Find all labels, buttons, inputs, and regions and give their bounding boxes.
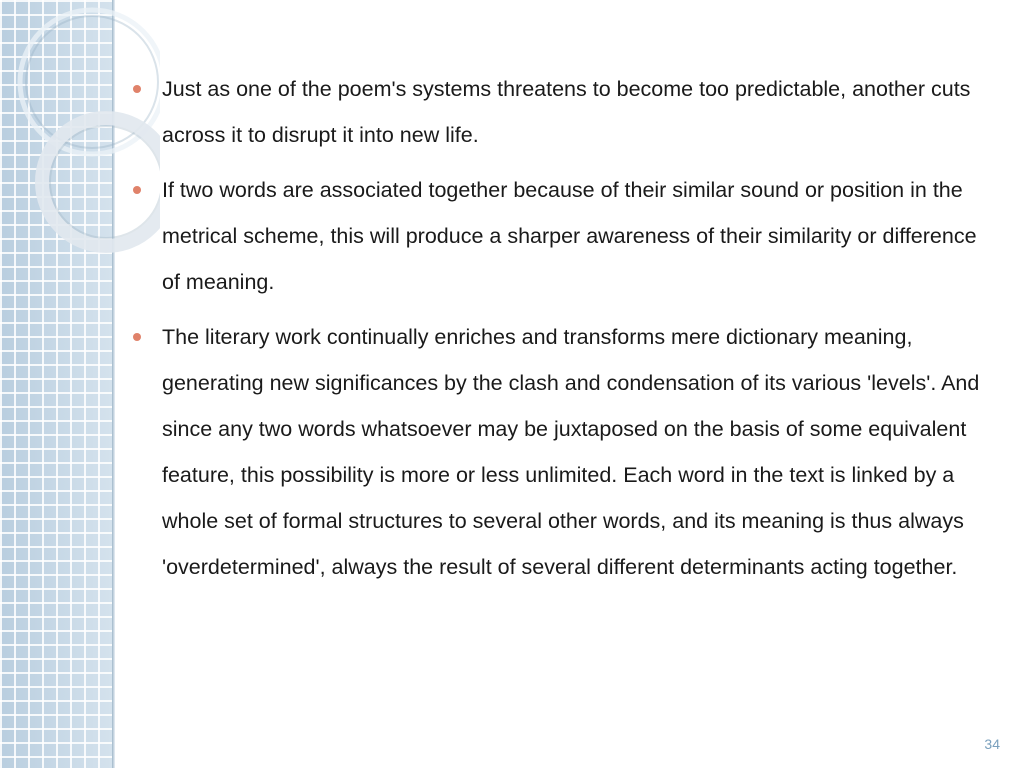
list-item <box>132 314 992 590</box>
bullet-icon <box>133 186 141 194</box>
bullet-text: The literary work continually enriches and transforms mere dictionary meaning, generating new significances by the clash and condensation of its various 'levels'. And since any two words whatsoever may be juxtaposed on the basis of some equivalent feature, this possibility is more or less unlimited. Each word in the text is linked by a whole set of formal structures to several other words, and its meaning is thus always 'overdetermined', always the result of several different determinants acting together. <box>162 325 980 579</box>
bullet-icon <box>133 333 141 341</box>
list-item <box>132 167 992 305</box>
list-item <box>132 66 992 158</box>
bullet-icon <box>133 85 141 93</box>
bullet-list <box>132 66 992 590</box>
bullet-text: Just as one of the poem's systems threatens to become too predictable, another cuts across it to disrupt it into new life. <box>162 77 971 147</box>
bullet-text: If two words are associated together because of their similar sound or position in the metrical scheme, this will produce a sharper awareness of their similarity or difference of meaning. <box>162 178 977 294</box>
slide-content <box>132 66 992 599</box>
page-number: 34 <box>984 736 1000 752</box>
